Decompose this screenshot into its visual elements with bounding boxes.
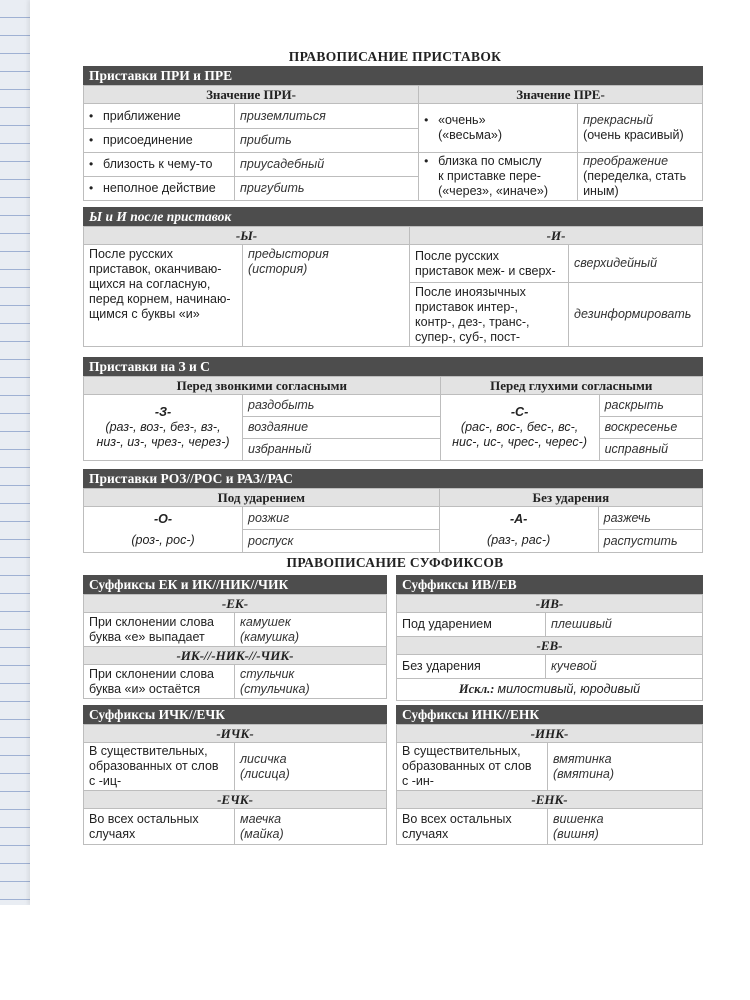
blank-background: [0, 905, 750, 1000]
y-rule: После русских приставок, оканчиваю- щихся на согласную, перед корнем, начинаю- щимся с буквы «и»: [84, 245, 243, 347]
iv-ev-table: [396, 594, 703, 701]
notebook-lined-edge: [0, 0, 33, 905]
iv-subheader: -ИВ-: [397, 595, 703, 613]
ek-ik-table: [83, 594, 387, 699]
roz-raz-header: Приставки РОЗ//РОС и РАЗ//РАС: [83, 469, 703, 488]
ek-example: камушек (камушка): [235, 613, 387, 647]
pri-example: пригубить: [235, 177, 419, 201]
a-prefix-list: -А- (раз-, рас-): [439, 507, 598, 553]
ink-enk-table: [396, 724, 703, 845]
ink-example: вмятинка (вмятина): [548, 743, 703, 791]
pri-meaning: • приближение: [84, 104, 235, 129]
o-prefix-list: -О- (роз-, рос-): [84, 507, 243, 553]
i-example-2: дезинформировать: [569, 283, 703, 347]
pre-example-2: преображение (переделка, стать иным): [578, 153, 703, 201]
pre-example-1: прекрасный (очень красивый): [578, 104, 703, 153]
pri-column-header: Значение ПРИ-: [84, 86, 419, 104]
o-example: роспуск: [243, 530, 440, 553]
ek-rule: При склонении слова буква «е» выпадает: [84, 613, 235, 647]
pri-example: приусадебный: [235, 153, 419, 177]
voiced-column-header: Перед звонкими согласными: [84, 377, 441, 395]
ichk-example: лисичка (лисица): [235, 743, 387, 791]
ink-rule: В существительных, образованных от слов с -ин-: [397, 743, 548, 791]
ik-rule: При склонении слова буква «и» остаётся: [84, 665, 235, 699]
echk-rule: Во всех остальных случаях: [84, 809, 235, 845]
i-column-header: -И-: [410, 227, 703, 245]
ink-enk-header: Суффиксы ИНК//ЕНК: [396, 705, 703, 724]
i-rule-2: После иноязычных приставок интер-, контр-, дез-, транс-, супер-, суб-, пост-: [410, 283, 569, 347]
iv-example: плешивый: [546, 613, 703, 637]
pri-meaning: • близость к чему-то: [84, 153, 235, 177]
ek-ik-block: [83, 575, 387, 699]
pre-column-header: Значение ПРЕ-: [419, 86, 703, 104]
voiceless-column-header: Перед глухими согласными: [440, 377, 702, 395]
s-example: исправный: [599, 439, 702, 461]
ichk-subheader: -ИЧК-: [84, 725, 387, 743]
y-column-header: -Ы-: [84, 227, 410, 245]
echk-example: маечка (майка): [235, 809, 387, 845]
s-example: воскресенье: [599, 417, 702, 439]
ik-example: стульчик (стульчика): [235, 665, 387, 699]
pri-pre-block: [83, 66, 703, 201]
iv-ev-header: Суффиксы ИВ//ЕВ: [396, 575, 703, 594]
z-s-block: [83, 357, 703, 461]
iv-ev-exception: Искл.: милостивый, юродивый: [397, 679, 703, 701]
a-example: распустить: [598, 530, 702, 553]
y-i-table: [83, 226, 703, 347]
roz-raz-block: [83, 469, 703, 553]
ink-subheader: -ИНК-: [397, 725, 703, 743]
pri-pre-header: Приставки ПРИ и ПРЕ: [83, 66, 703, 85]
y-i-header: Ы и И после приставок: [83, 207, 703, 226]
ik-subheader: -ИК-//-НИК-//-ЧИК-: [84, 647, 387, 665]
ev-rule: Без ударения: [397, 655, 546, 679]
o-example: розжиг: [243, 507, 440, 530]
pri-meaning: • неполное действие: [84, 177, 235, 201]
enk-rule: Во всех остальных случаях: [397, 809, 548, 845]
z-example: раздобыть: [243, 395, 441, 417]
iv-rule: Под ударением: [397, 613, 546, 637]
z-s-header: Приставки на З и С: [83, 357, 703, 376]
suffixes-title: ПРАВОПИСАНИЕ СУФФИКСОВ: [286, 555, 504, 570]
ichk-echk-header: Суффиксы ИЧК//ЕЧК: [83, 705, 387, 724]
ek-ik-header: Суффиксы ЕК и ИК//НИК//ЧИК: [83, 575, 387, 594]
ichk-rule: В существительных, образованных от слов с -иц-: [84, 743, 235, 791]
pri-pre-table: [83, 85, 703, 201]
pre-meaning-2: • близка по смыслу к приставке пере- («через», «иначе»): [419, 153, 578, 201]
roz-raz-table: [83, 488, 703, 553]
enk-example: вишенка (вишня): [548, 809, 703, 845]
a-example: разжечь: [598, 507, 702, 530]
s-prefix-list: -С- (рас-, вос-, бес-, вс-, нис-, ис-, чрес-, черес-): [440, 395, 599, 461]
stressed-column-header: Под ударением: [84, 489, 440, 507]
pri-example: прибить: [235, 129, 419, 153]
ichk-echk-block: [83, 705, 387, 845]
i-rule-1: После русских приставок меж- и сверх-: [410, 245, 569, 283]
y-i-block: [83, 207, 703, 347]
ink-enk-block: [396, 705, 703, 845]
z-prefix-list: -З- (раз-, воз-, без-, вз-, низ-, из-, чрез-, через-): [84, 395, 243, 461]
unstressed-column-header: Без ударения: [439, 489, 702, 507]
z-s-table: [83, 376, 703, 461]
ev-example: кучевой: [546, 655, 703, 679]
ichk-echk-table: [83, 724, 387, 845]
z-example: воздаяние: [243, 417, 441, 439]
enk-subheader: -ЕНК-: [397, 791, 703, 809]
ev-subheader: -ЕВ-: [397, 637, 703, 655]
pre-meaning-1: • «очень» («весьма»): [419, 104, 578, 153]
z-example: избранный: [243, 439, 441, 461]
echk-subheader: -ЕЧК-: [84, 791, 387, 809]
iv-ev-block: [396, 575, 703, 701]
pri-example: приземлиться: [235, 104, 419, 129]
pri-meaning: • присоединение: [84, 129, 235, 153]
y-example: предыстория (история): [243, 245, 410, 347]
ek-subheader: -ЕК-: [84, 595, 387, 613]
prefixes-title: ПРАВОПИСАНИЕ ПРИСТАВОК: [288, 49, 502, 64]
s-example: раскрыть: [599, 395, 702, 417]
i-example-1: сверхидейный: [569, 245, 703, 283]
